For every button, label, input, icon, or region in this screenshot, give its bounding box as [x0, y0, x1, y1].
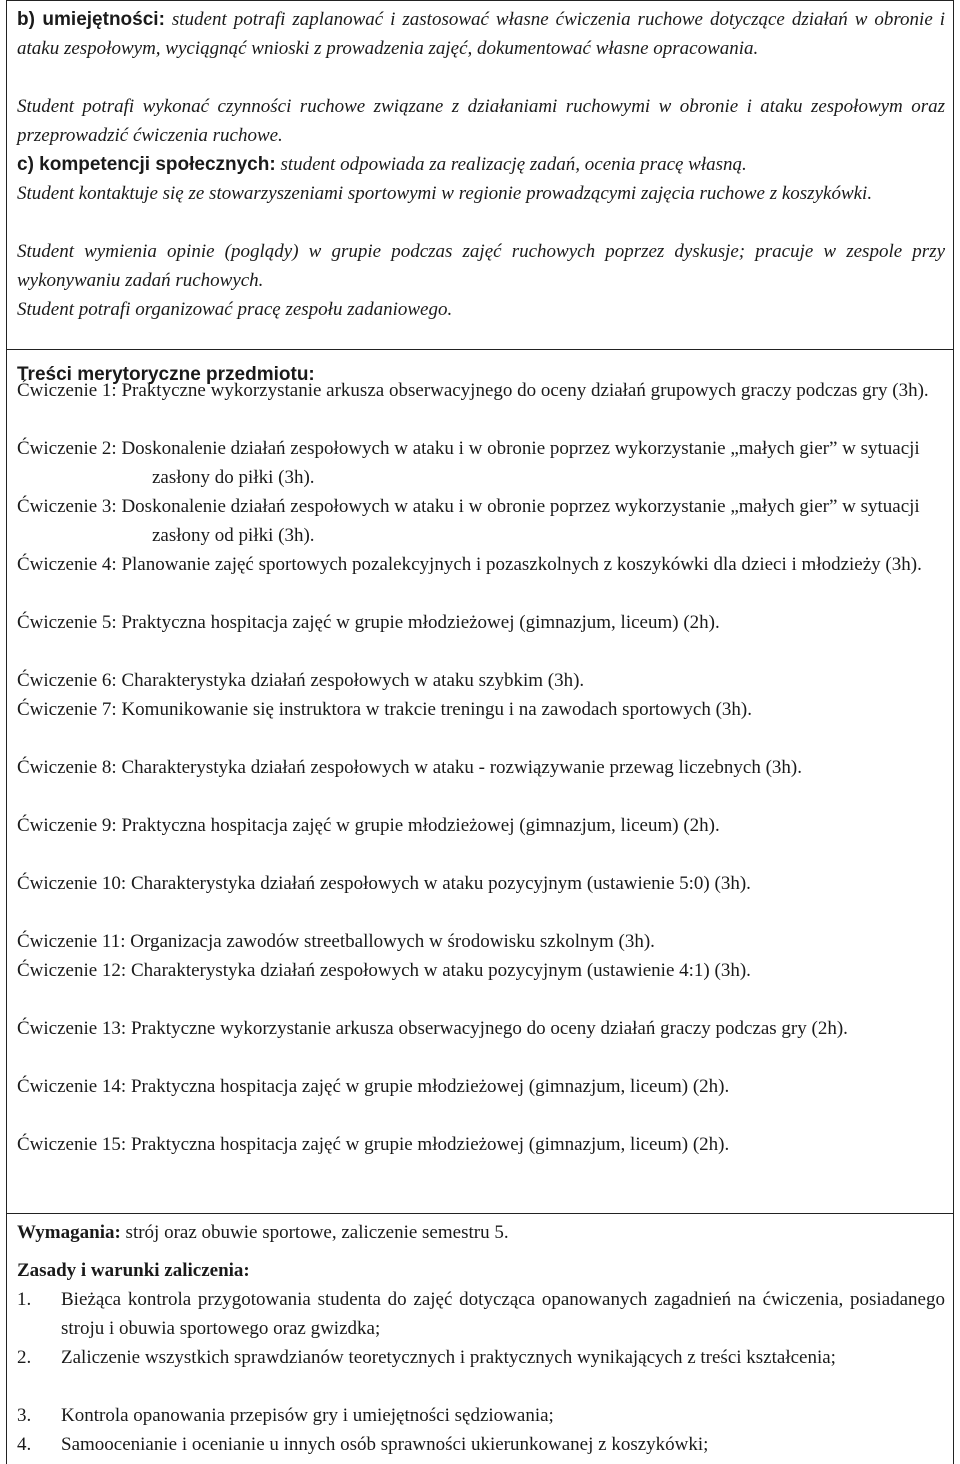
exercise-item: Ćwiczenie 11: Organizacja zawodów streetballowych w środowisku szkolnym (3h). [17, 931, 655, 952]
rules-item-number: 4. [17, 1434, 32, 1455]
skills-paragraph [17, 5, 945, 63]
rules-item-number: 3. [17, 1405, 32, 1426]
requirements-text: strój oraz obuwie sportowe, zaliczenie semestru 5. [125, 1222, 509, 1243]
skills-intro: student potrafi zaplanować i zastosować własne ćwiczenia ruchowe dotyczące działań w obronie i ataku zespołowym, wyciągnąć wnioski z prowadzenia zajęć, dokumentować własne opracowania. [17, 9, 946, 59]
exercise-item: Ćwiczenie 6: Charakterystyka działań zespołowych w ataku szybkim (3h). [17, 670, 585, 691]
exercise-item: Ćwiczenie 5: Praktyczna hospitacja zajęć w grupie młodzieżowej (gimnazjum, liceum) (2h). [17, 612, 720, 633]
exercise-item: Ćwiczenie 14: Praktyczna hospitacja zajęć w grupie młodzieżowej (gimnazjum, liceum) (2h). [17, 1076, 730, 1097]
rules-item-number: 2. [17, 1347, 32, 1368]
exercise-item: Ćwiczenie 13: Praktyczne wykorzystanie arkusza obserwacyjnego do oceny działań graczy podczas gry (2h). [17, 1018, 848, 1039]
competences-line-2: Student wymienia opinie (poglądy) w grupie podczas zajęć ruchowych poprzez dyskusje; pracuje w zespole przy wykonywaniu zadań ruchowych. [17, 241, 945, 291]
content-heading: Treści merytoryczne przedmiotu: [17, 364, 315, 385]
rules-heading: Zasady i warunki zaliczenia: [17, 1260, 250, 1281]
course-content-cell [6, 350, 954, 1214]
rules-item-text: Bieżąca kontrola przygotowania studenta do zajęć dotycząca opanowanych zagadnień na ćwiczenia, posiadanego stroju i obuwia sportowego oraz gwizdka; [61, 1289, 945, 1339]
rules-item-number: 1. [17, 1289, 32, 1310]
exercise-item: Ćwiczenie 10: Charakterystyka działań zespołowych w ataku pozycyjnym (ustawienie 5:0) (3h). [17, 873, 751, 894]
competences-paragraph [17, 150, 945, 179]
rules-list-item [17, 1285, 945, 1343]
rules-list-item [17, 1401, 945, 1430]
exercise-item: Ćwiczenie 12: Charakterystyka działań zespołowych w ataku pozycyjnym (ustawienie 4:1) (3h). [17, 960, 751, 981]
rules-item-text: Kontrola opanowania przepisów gry i umiejętności sędziowania; [61, 1405, 554, 1426]
rules-item-text: Samoocenianie i ocenianie u innych osób sprawności ukierunkowanej z koszykówki; [61, 1434, 709, 1455]
exercise-item: Ćwiczenie 1: Praktyczne wykorzystanie arkusza obserwacyjnego do oceny działań grupowych graczy podczas gry (3h). [17, 380, 929, 401]
exercise-item: Ćwiczenie 4: Planowanie zajęć sportowych pozalekcyjnych i pozaszkolnych z koszykówki dla dzieci i młodzieży (3h). [17, 554, 922, 575]
exercise-item: Ćwiczenie 9: Praktyczna hospitacja zajęć w grupie młodzieżowej (gimnazjum, liceum) (2h). [17, 815, 720, 836]
requirements-label: Wymagania: [17, 1222, 121, 1243]
exercise-item: Ćwiczenie 8: Charakterystyka działań zespołowych w ataku - rozwiązywanie przewag liczebnych (3h). [17, 757, 803, 778]
competences-line-3: Student potrafi organizować pracę zespołu zadaniowego. [17, 299, 453, 320]
rules-list-item [17, 1343, 945, 1372]
competences-label: c) kompetencji społecznych: [17, 154, 276, 175]
competences-line-1: Student kontaktuje się ze stowarzyszeniami sportowymi w regionie prowadzącymi zajęcia ruchowe z koszykówki. [17, 183, 873, 204]
competences-intro: student odpowiada za realizację zadań, ocenia pracę własną. [280, 154, 747, 175]
skills-line-2: Student potrafi wykonać czynności ruchowe związane z działaniami ruchowymi w obronie i ataku zespołowym oraz przeprowadzić ćwiczenia ruchowe. [17, 96, 945, 146]
exercise-item: Ćwiczenie 15: Praktyczna hospitacja zajęć w grupie młodzieżowej (gimnazjum, liceum) (2h). [17, 1134, 730, 1155]
skills-label: b) umiejętności: [17, 9, 165, 30]
exercise-item: Ćwiczenie 7: Komunikowanie się instruktora w trakcie treningu i na zawodach sportowych (3h). [17, 699, 752, 720]
requirements-cell [6, 1214, 954, 1464]
exercise-item: Ćwiczenie 2: Doskonalenie działań zespołowych w ataku i w obronie poprzez wykorzystanie „małych gier” w sytuacji zasłony do piłki (3h). [17, 438, 920, 488]
rules-item-text: Zaliczenie wszystkich sprawdzianów teoretycznych i praktycznych wynikających z treści kształcenia; [61, 1347, 836, 1368]
exercise-item: Ćwiczenie 3: Doskonalenie działań zespołowych w ataku i w obronie poprzez wykorzystanie „małych gier” w sytuacji zasłony od piłki (3h). [17, 496, 920, 546]
rules-list-item [17, 1430, 945, 1459]
requirements-paragraph [17, 1218, 945, 1247]
learning-outcomes-cell [6, 0, 954, 350]
